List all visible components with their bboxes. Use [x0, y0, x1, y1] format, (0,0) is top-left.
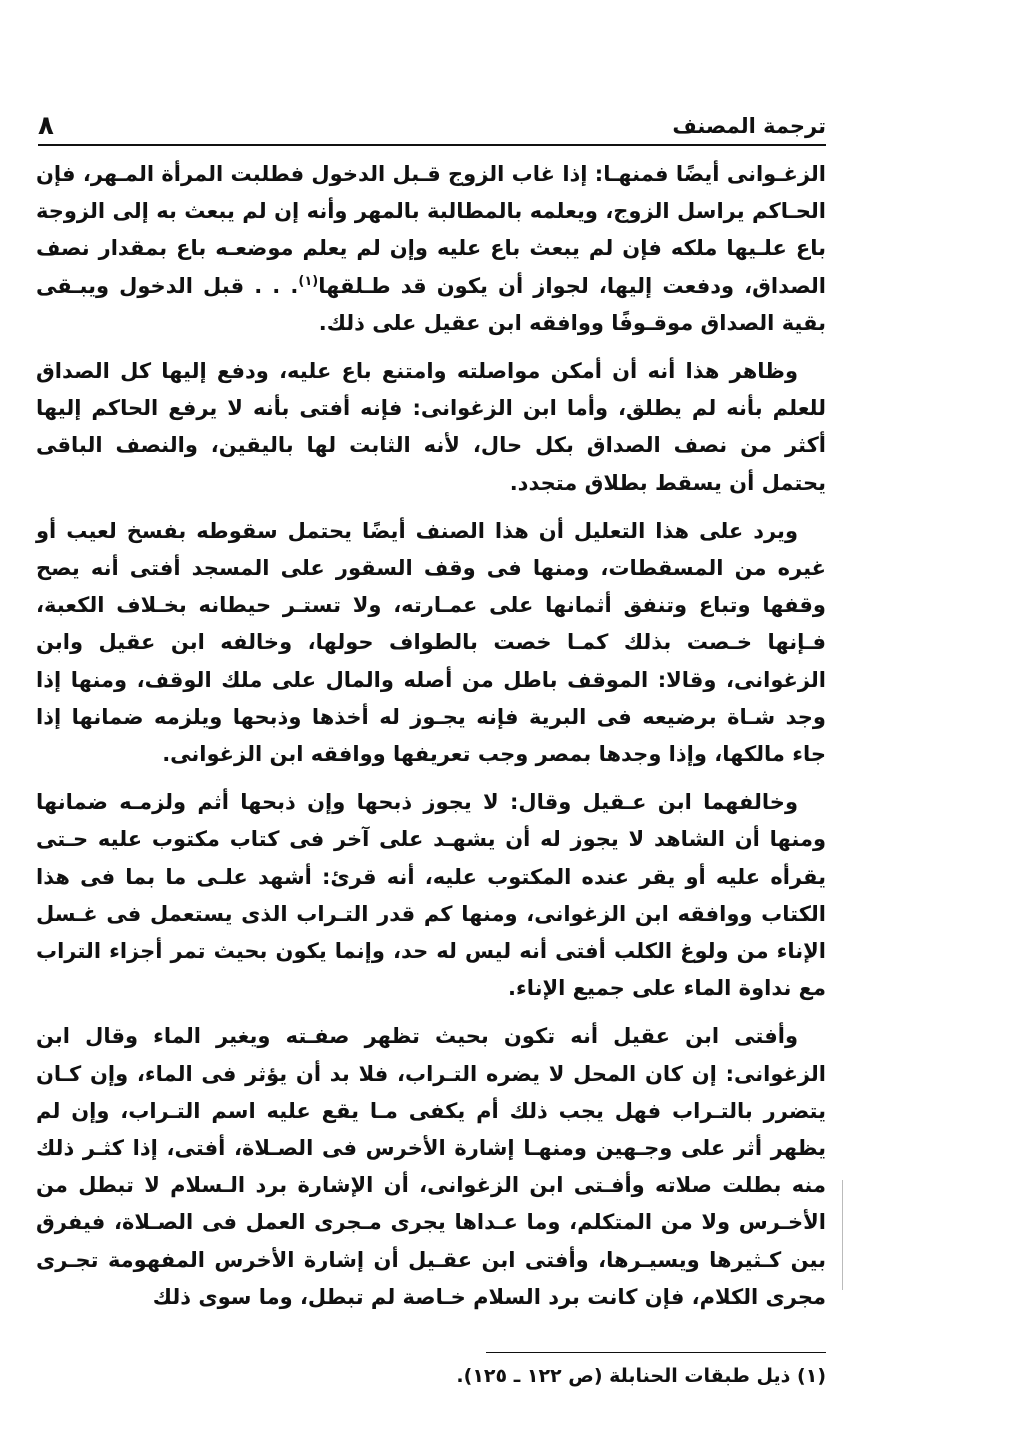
running-title: ترجمة المصنف [672, 114, 826, 138]
paragraph-2: وظاهر هذا أنه أن أمكن مواصلته وامتنع باع عليه، ودفع إليها كل الصداق للعلم بأنه لم يطلق، وأما ابن الزغوانى: فإنه أفتى بأنه لا يرفع الحاكم إليها أكثر من نصف الصداق بكل حال، لأنه الثابت لها باليقين، والنصف الباقى يحتمل أن يسقط بطلاق متجدد. [36, 359, 826, 495]
page-header [38, 96, 826, 146]
paragraph-1-tail: . . . قبل الدخول ويبـقى بقية الصداق موقـوفًا ووافقه ابن عقيل على ذلك. [36, 273, 826, 335]
paragraph-4: وخالفهما ابن عـقيل وقال: لا يجوز ذبحها وإن ذبحها أثم ولزمـه ضمانها ومنها أن الشاهد لا يجوز له أن يشهـد على آخر فى كتاب مكتوب عليه حـتى يقرأه عليه أو يقر عنده المكتوب عليه، أنه قرئ: أشهد علـى ما بما فى هذا الكتاب ووافقه ابن الزغوانى، ومنها كم قدر التـراب الذى يستعمل فى غـسل الإناء من ولوغ الكلب أفتى أنه ليس له حد، وإنما يكون بحيث تمر أجزاء التراب مع نداوة الماء على جميع الإناء. [36, 790, 826, 1001]
paragraph-1 [36, 156, 826, 342]
body-text [36, 156, 826, 1327]
paragraph-1-text: الزغـوانى أيضًا فمنهـا: إذا غاب الزوج قـبل الدخول فطلبت المرأة المـهر، فإن الحـاكم يراسل الزوج، ويعلمه بالمطالبة بالمهر وأنه إن لم يبعث به إلى الزوجة باع علـيها ملكه فإن لم يبعث باع عليه وإن لم يعلم موضعـه باع بمقدار نصف الصداق، ودفعت إليها، لجواز أن يكون قد طـلقها [35, 162, 826, 298]
page-number: ٨ [38, 111, 54, 141]
paragraph-3: ويرد على هذا التعليل أن هذا الصنف أيضًا يحتمل سقوطه بفسخ لعيب أو غيره من المسقطات، ومنها فى وقف السقور على المسجد أفتى أنه يصح وقفها وتباع وتنفق أثمانها على عمـارته، ولا تستـر حيطانه بخـلاف الكعبة، فـإنها خـصت بذلك كمـا خصت بالطواف حولها، وخالفه ابن عقيل وابن الزغوانى، وقالا: الموقف باطل من أصله والمال على ملك الوقف، ومنها إذا وجد شـاة برضيعه فى البرية فإنه يجـوز له أخذها وذبحها ويلزمه ضمانها إذا جاء مالكها، وإذا وجدها بمصر وجب تعريفها ووافقه ابن الزغوانى. [36, 518, 826, 767]
margin-mark [842, 1180, 843, 1290]
footnote-divider [486, 1352, 826, 1353]
footnote-reference: (١) [298, 273, 319, 289]
footnote: (١) ذيل طبقات الحنابلة (ص ١٢٢ ـ ١٢٥). [456, 1365, 826, 1387]
paragraph-5: وأفتى ابن عقيل أنه تكون بحيث تظهر صفـته ويغير الماء وقال ابن الزغوانى: إن كان المحل لا يضره التـراب، فلا بد أن يؤثر فى الماء، وإن كـان يتضرر بالتـراب فهل يجب ذلك أم يكفى مـا يقع عليه اسم التـراب، وإن لم يظهر أثر على وجـهين ومنهـا إشارة الأخرس فى الصـلاة، أفتى، إذا كثـر ذلك منه بطلت صلاته وأفـتى ابن الزغوانى، أن الإشارة برد الـسلام لا تبطل من الأخـرس ولا من المتكلم، وما عـداها يجرى مـجرى العمل فى الصـلاة، فيفرق بين كـثيرها ويسيـرها، وأفتى ابن عقـيل أن إشارة الأخرس المفهومة تجـرى مجرى الكلام، فإن كانت برد السلام خـاصة لم تبطل، وما سوى ذلك [36, 1024, 826, 1309]
